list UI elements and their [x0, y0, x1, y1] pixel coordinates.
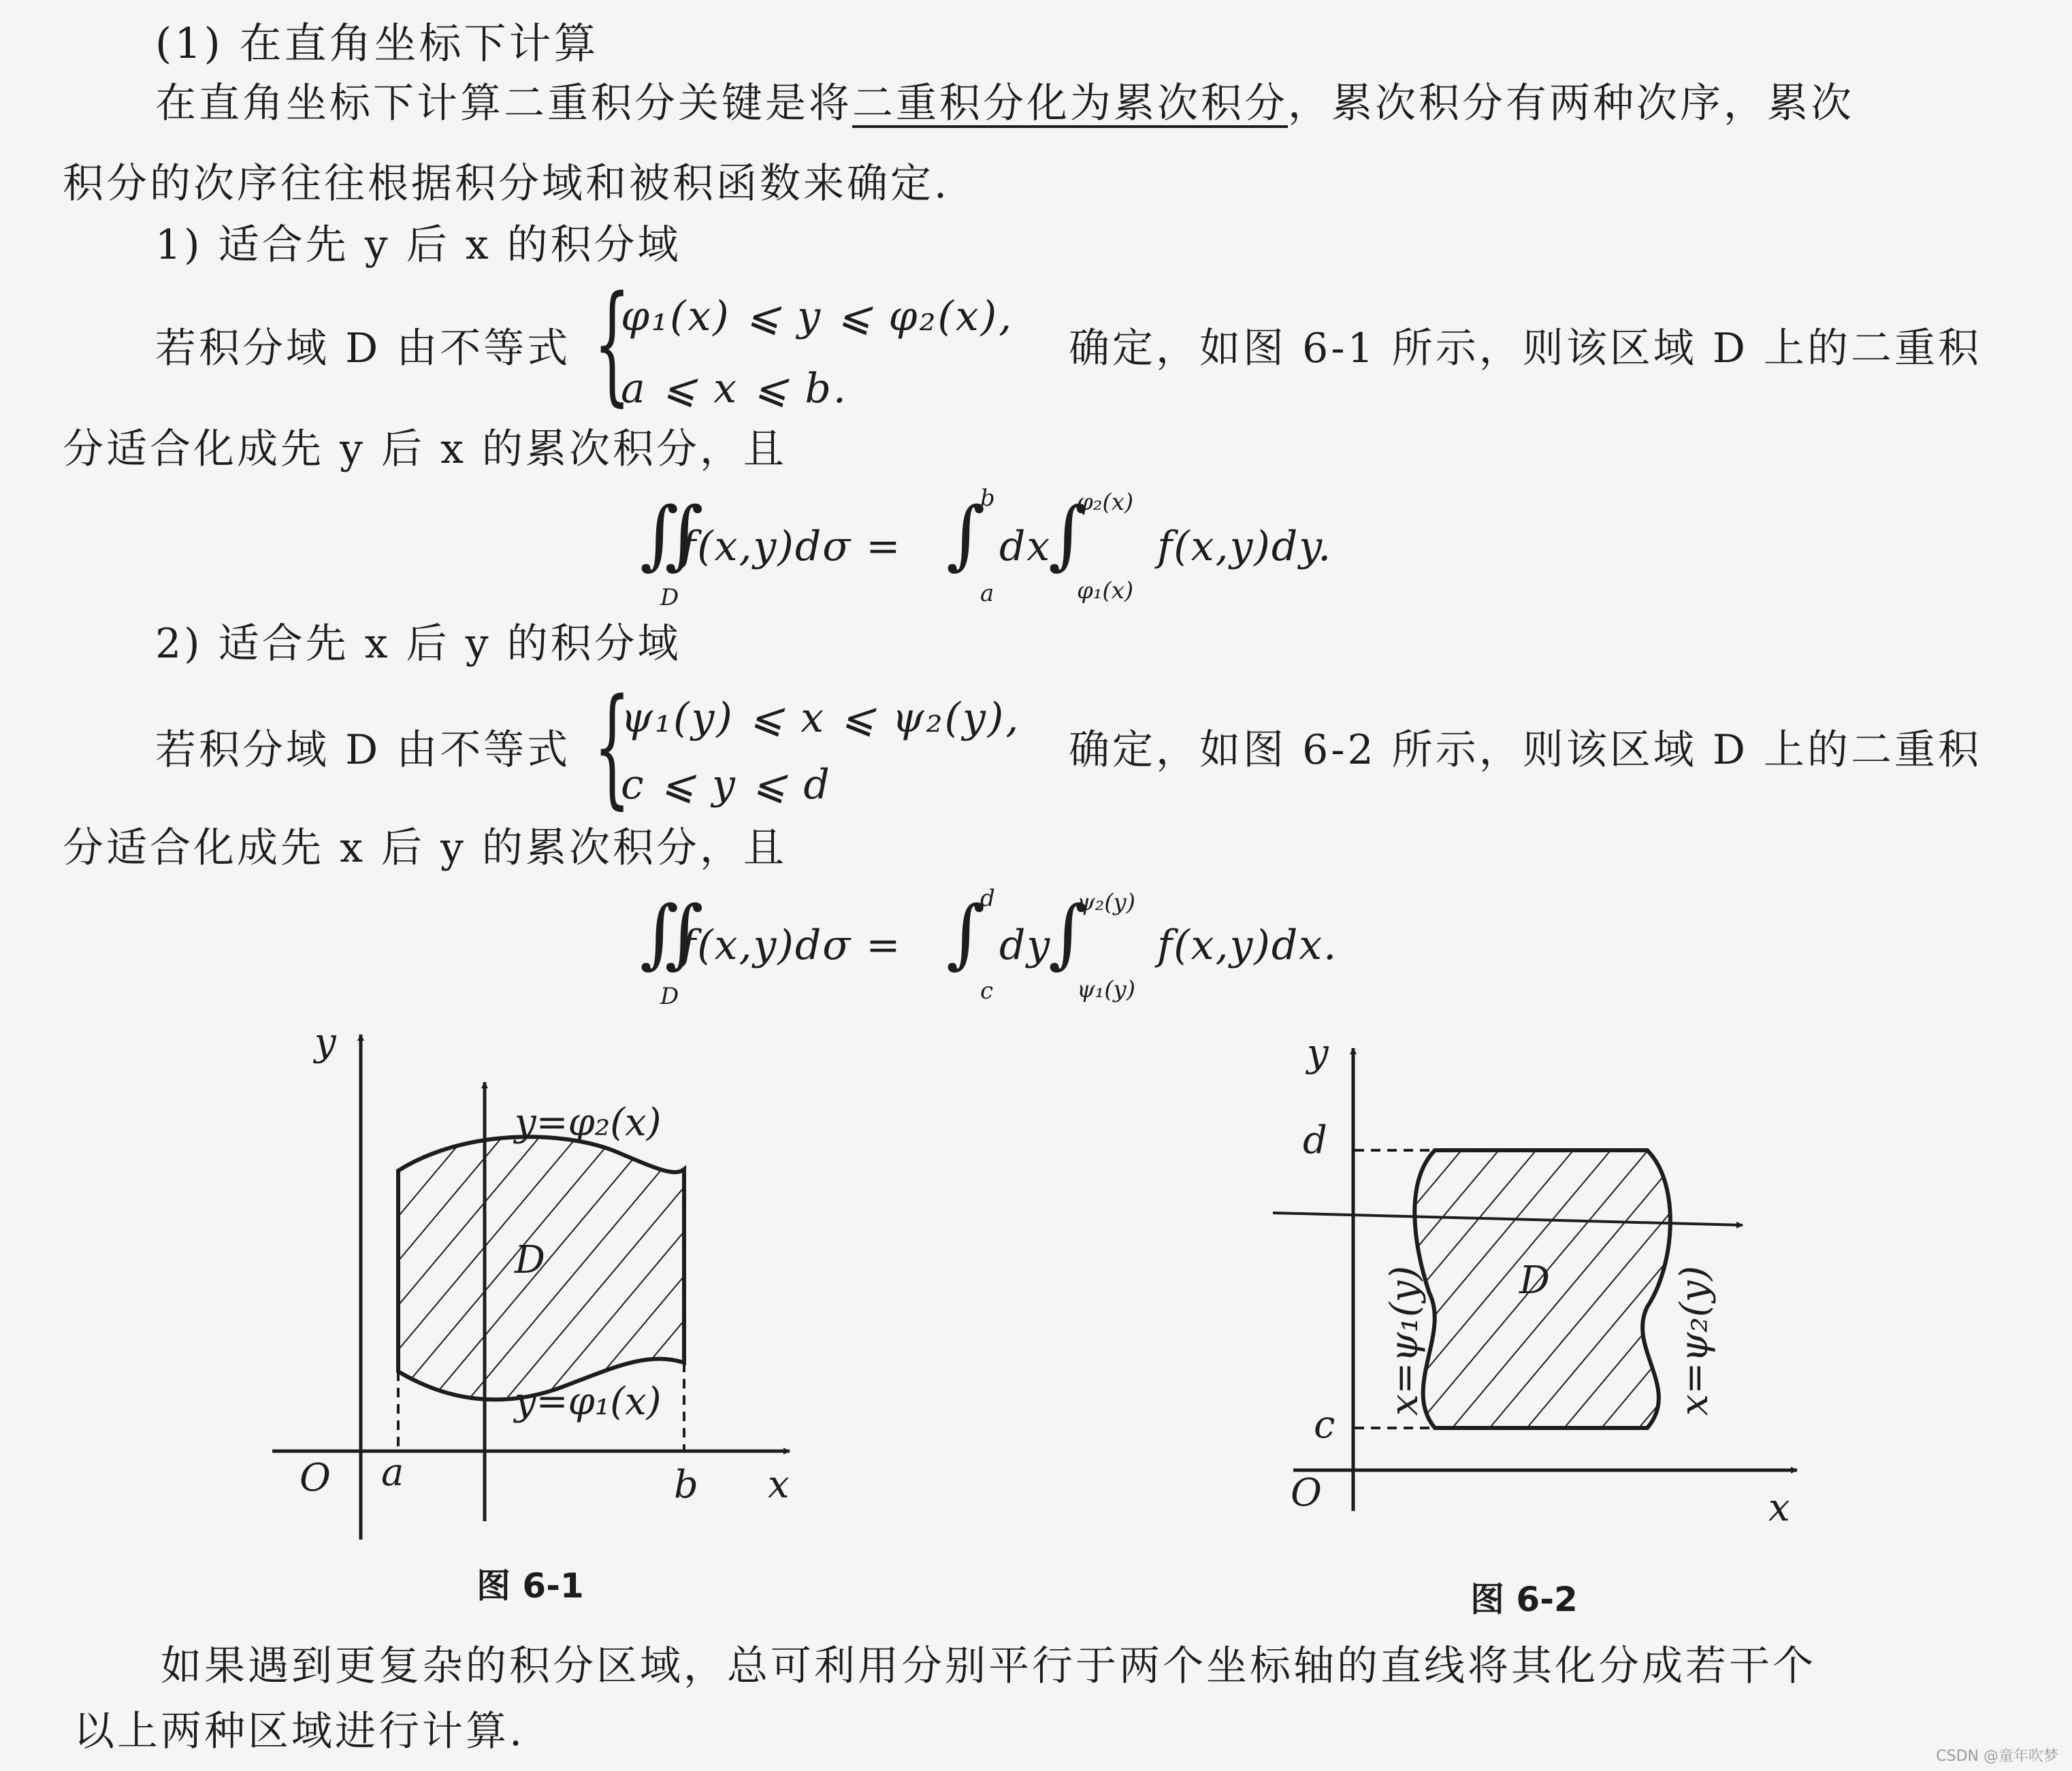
- fig2-label-d: d: [1303, 1118, 1327, 1163]
- fig1-label-origin: O: [300, 1456, 331, 1500]
- case-1-after: 确定，如图 6-1 所示，则该区域 D 上的二重积: [1069, 325, 1982, 372]
- case-2-brace: {: [594, 671, 631, 822]
- integral-sign-outer: ∫: [946, 491, 986, 578]
- figure-6-1: [272, 1020, 790, 1540]
- double-integral-sign: ∬: [640, 491, 704, 578]
- case-2-inequality-1: ψ₁(y) ⩽ x ⩽ ψ₂(y),: [621, 694, 1021, 742]
- outer-lower-limit: c: [980, 977, 994, 1005]
- fig2-label-x: x: [1768, 1486, 1790, 1530]
- underlined-phrase: 二重积分化为累次积分: [852, 80, 1288, 127]
- case-1-brace: {: [594, 268, 631, 419]
- inner-upper-limit: φ₂(x): [1077, 489, 1134, 516]
- fig2-label-c: c: [1314, 1403, 1336, 1447]
- outer-upper-limit: b: [980, 485, 995, 512]
- equation-dy: dy: [999, 922, 1052, 969]
- case-2-inequality-2: c ⩽ y ⩽ d: [621, 761, 832, 809]
- outer-upper-limit: d: [980, 885, 995, 912]
- case-1-inequality-1: φ₁(x) ⩽ y ⩽ φ₂(x),: [621, 293, 1014, 340]
- case-2-lead: 若积分域 D 由不等式: [155, 726, 571, 774]
- equation-right: f(x,y)dy.: [1157, 523, 1333, 570]
- equation-left: f(x,y)dσ =: [681, 523, 902, 570]
- fig2-label-right-curve: x=ψ₂(y): [1672, 1265, 1717, 1416]
- fig1-label-x: x: [768, 1463, 790, 1507]
- integral-sign-inner: ∫: [1048, 491, 1088, 578]
- fig2-label-region: D: [1519, 1258, 1550, 1303]
- case-1-lead: 若积分域 D 由不等式: [155, 325, 571, 372]
- inner-lower-limit: ψ₁(y): [1077, 976, 1136, 1003]
- fig1-label-region: D: [515, 1238, 545, 1282]
- case-1-inequality-2: a ⩽ x ⩽ b.: [621, 365, 848, 412]
- integral-sign-inner: ∫: [1048, 890, 1088, 977]
- double-integral-sign: ∬: [640, 890, 704, 977]
- integral-region-label: D: [660, 983, 679, 1010]
- case-2-after: 确定，如图 6-2 所示，则该区域 D 上的二重积: [1069, 726, 1982, 774]
- paragraph-1-text-a: 在直角坐标下计算二重积分关键是将: [155, 80, 852, 127]
- fig1-label-y: y: [314, 1020, 336, 1065]
- case-2-title: 2) 适合先 x 后 y 的积分域: [155, 620, 681, 668]
- inner-lower-limit: φ₁(x): [1077, 577, 1134, 604]
- fig1-label-top-curve: y=φ₂(x): [515, 1101, 662, 1145]
- paragraph-1-text-b: ，累次积分有两种次序，累次: [1288, 80, 1854, 127]
- watermark: CSDN @童年吹梦: [1936, 1748, 2058, 1765]
- outer-lower-limit: a: [980, 580, 994, 607]
- inner-upper-limit: ψ₂(y): [1077, 889, 1136, 916]
- figure-6-1-caption: 图 6-1: [476, 1566, 584, 1606]
- equation-right: f(x,y)dx.: [1157, 922, 1338, 969]
- fig1-label-a: a: [381, 1450, 404, 1495]
- fig1-label-bottom-curve: y=φ₁(x): [515, 1380, 662, 1424]
- fig2-label-origin: O: [1291, 1471, 1322, 1515]
- fig2-label-y: y: [1307, 1031, 1329, 1075]
- closing-line-1: 如果遇到更复杂的积分区域，总可利用分别平行于两个坐标轴的直线将其化分成若干个: [161, 1642, 1816, 1690]
- figure-6-2: [1273, 1031, 1797, 1530]
- fig1-label-b: b: [674, 1463, 698, 1507]
- closing-line-2: 以上两种区域进行计算.: [74, 1708, 525, 1755]
- paragraph-1-line-2: 积分的次序往往根据积分域和被积函数来确定.: [63, 160, 950, 208]
- section-heading: (1) 在直角坐标下计算: [155, 18, 599, 68]
- case-1-title: 1) 适合先 y 后 x 的积分域: [155, 221, 681, 269]
- case-1-continuation: 分适合化成先 y 后 x 的累次积分，且: [63, 425, 788, 473]
- equation-dx: dx: [999, 523, 1052, 570]
- fig2-label-left-curve: x=ψ₁(y): [1382, 1265, 1427, 1416]
- case-2-continuation: 分适合化成先 x 后 y 的累次积分，且: [63, 824, 788, 872]
- figure-6-2-caption: 图 6-2: [1470, 1580, 1578, 1619]
- equation-left: f(x,y)dσ =: [681, 922, 902, 969]
- integral-region-label: D: [660, 584, 679, 611]
- integral-sign-outer: ∫: [946, 890, 986, 977]
